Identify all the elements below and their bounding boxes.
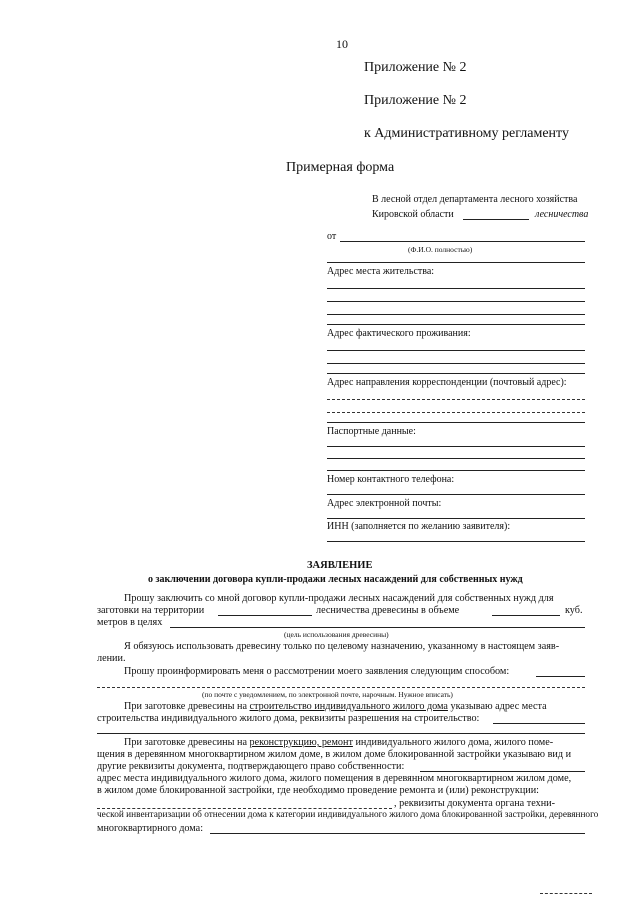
appendix-title-1: Приложение № 2 xyxy=(364,60,467,75)
p2-line-2: лении. xyxy=(97,653,126,664)
recipient-line-1: В лесной отдел департамента лесного хозяйства xyxy=(372,194,578,205)
building-permit-field[interactable] xyxy=(493,723,585,724)
building-permit-field-2[interactable] xyxy=(97,733,585,734)
fio-field[interactable] xyxy=(340,241,585,242)
p5-line-8: многоквартирного дома: xyxy=(97,823,204,834)
inn-field[interactable] xyxy=(327,541,585,542)
purpose-hint: (цель использования древесины) xyxy=(284,630,389,639)
correspondence-field-3[interactable] xyxy=(327,422,585,423)
p2-line-1: Я обязуюсь использовать древесину только по целевому назначению, указанному в настоящем заяв- xyxy=(124,641,560,652)
actual-address-field-2[interactable] xyxy=(327,363,585,364)
fio-field-2[interactable] xyxy=(327,262,585,263)
appendix-title-2: Приложение № 2 xyxy=(364,93,467,108)
email-label: Адрес электронной почты: xyxy=(327,498,442,509)
inn-label: ИНН (заполняется по желанию заявителя): xyxy=(327,521,511,532)
p4-text-a: При заготовке древесины на xyxy=(124,701,247,712)
p5-line-5: в жилом доме блокированной застройки, где необходимо проведение ремонта и (или) реконструкции: xyxy=(97,785,540,796)
passport-field-1[interactable] xyxy=(327,446,585,447)
p5-line-1 xyxy=(124,737,553,748)
actual-address-field-1[interactable] xyxy=(327,350,585,351)
forestry-name-field[interactable] xyxy=(463,219,529,220)
notify-method-field[interactable] xyxy=(536,676,585,677)
p1-line-3: метров в целях xyxy=(97,617,163,628)
passport-field-3[interactable] xyxy=(327,470,585,471)
p1-line-2b: лесничества древесины в объеме xyxy=(316,605,460,616)
p3-line-1: Прошу проинформировать меня о рассмотрении моего заявления следующим способом: xyxy=(124,666,510,677)
footer-line xyxy=(540,893,592,894)
purpose-field[interactable] xyxy=(170,627,585,628)
volume-field[interactable] xyxy=(492,615,560,616)
p5-text-b: реконструкцию, ремонт xyxy=(249,737,353,748)
address-label: Адрес места жительства: xyxy=(327,266,435,277)
p1-line-1: Прошу заключить со мной договор купли-продажи лесных насаждений для собственных нужд для xyxy=(124,593,554,604)
recipient-forestry: лесничества xyxy=(535,209,589,220)
address-field-4[interactable] xyxy=(327,324,585,325)
p4-text-b: строительство индивидуального жилого дома xyxy=(249,701,448,712)
from-label: от xyxy=(327,231,337,242)
address-field-2[interactable] xyxy=(327,301,585,302)
p5-text-a: При заготовке древесины на xyxy=(124,737,247,748)
address-field-3[interactable] xyxy=(327,314,585,315)
p5-line-3: другие реквизиты документа, подтверждающего право собственности: xyxy=(97,761,405,772)
p1-line-2a: заготовки на территории xyxy=(97,605,205,616)
repair-address-field[interactable] xyxy=(97,808,392,809)
phone-label: Номер контактного телефона: xyxy=(327,474,455,485)
p4-line-1 xyxy=(124,701,547,712)
p4-text-c: указываю адрес места xyxy=(450,701,547,712)
p5-line-7: ческой инвентаризации об отнесении дома к категории индивидуального жилого дома блокированной застройки, деревянного xyxy=(97,810,599,820)
email-field[interactable] xyxy=(327,518,585,519)
notify-hint: (по почте с уведомлением, по электронной почте, нарочным. Нужное вписать) xyxy=(202,690,453,699)
p1-line-2c: куб. xyxy=(565,605,583,616)
address-field-1[interactable] xyxy=(327,288,585,289)
correspondence-label: Адрес направления корреспонденции (почтовый адрес): xyxy=(327,377,567,388)
fio-hint: (Ф.И.О. полностью) xyxy=(408,245,473,254)
p5-line-4: адрес места индивидуального жилого дома, жилого помещения в деревянном многоквартирном жилом доме, xyxy=(97,773,572,784)
correspondence-field-1[interactable] xyxy=(327,399,585,400)
actual-address-field-3[interactable] xyxy=(327,373,585,374)
page-number: 10 xyxy=(336,37,348,51)
p5-line-6: , реквизиты документа органа техни- xyxy=(394,798,555,809)
ownership-doc-field[interactable] xyxy=(420,771,585,772)
form-title: Примерная форма xyxy=(286,160,395,175)
recipient-region: Кировской области xyxy=(372,209,454,220)
actual-address-label: Адрес фактического проживания: xyxy=(327,328,471,339)
territory-field[interactable] xyxy=(218,615,312,616)
p4-line-2: строительства индивидуального жилого дома, реквизиты разрешения на строительство: xyxy=(97,713,480,724)
passport-field-2[interactable] xyxy=(327,458,585,459)
passport-label: Паспортные данные: xyxy=(327,426,416,437)
correspondence-field-2[interactable] xyxy=(327,412,585,413)
notify-method-field-2[interactable] xyxy=(97,687,585,688)
p5-line-2: щения в деревянном многоквартирном жилом доме, в жилом доме блокированной застройки указываю вид и xyxy=(97,749,572,760)
appendix-regulation: к Административному регламенту xyxy=(364,126,569,141)
multiapartment-field[interactable] xyxy=(210,833,585,834)
phone-field[interactable] xyxy=(327,494,585,495)
statement-subtitle: о заключении договора купли-продажи лесных насаждений для собственных нужд xyxy=(148,574,523,585)
p5-text-c: индивидуального жилого дома, жилого поме- xyxy=(355,737,554,748)
statement-title: ЗАЯВЛЕНИЕ xyxy=(307,560,373,571)
